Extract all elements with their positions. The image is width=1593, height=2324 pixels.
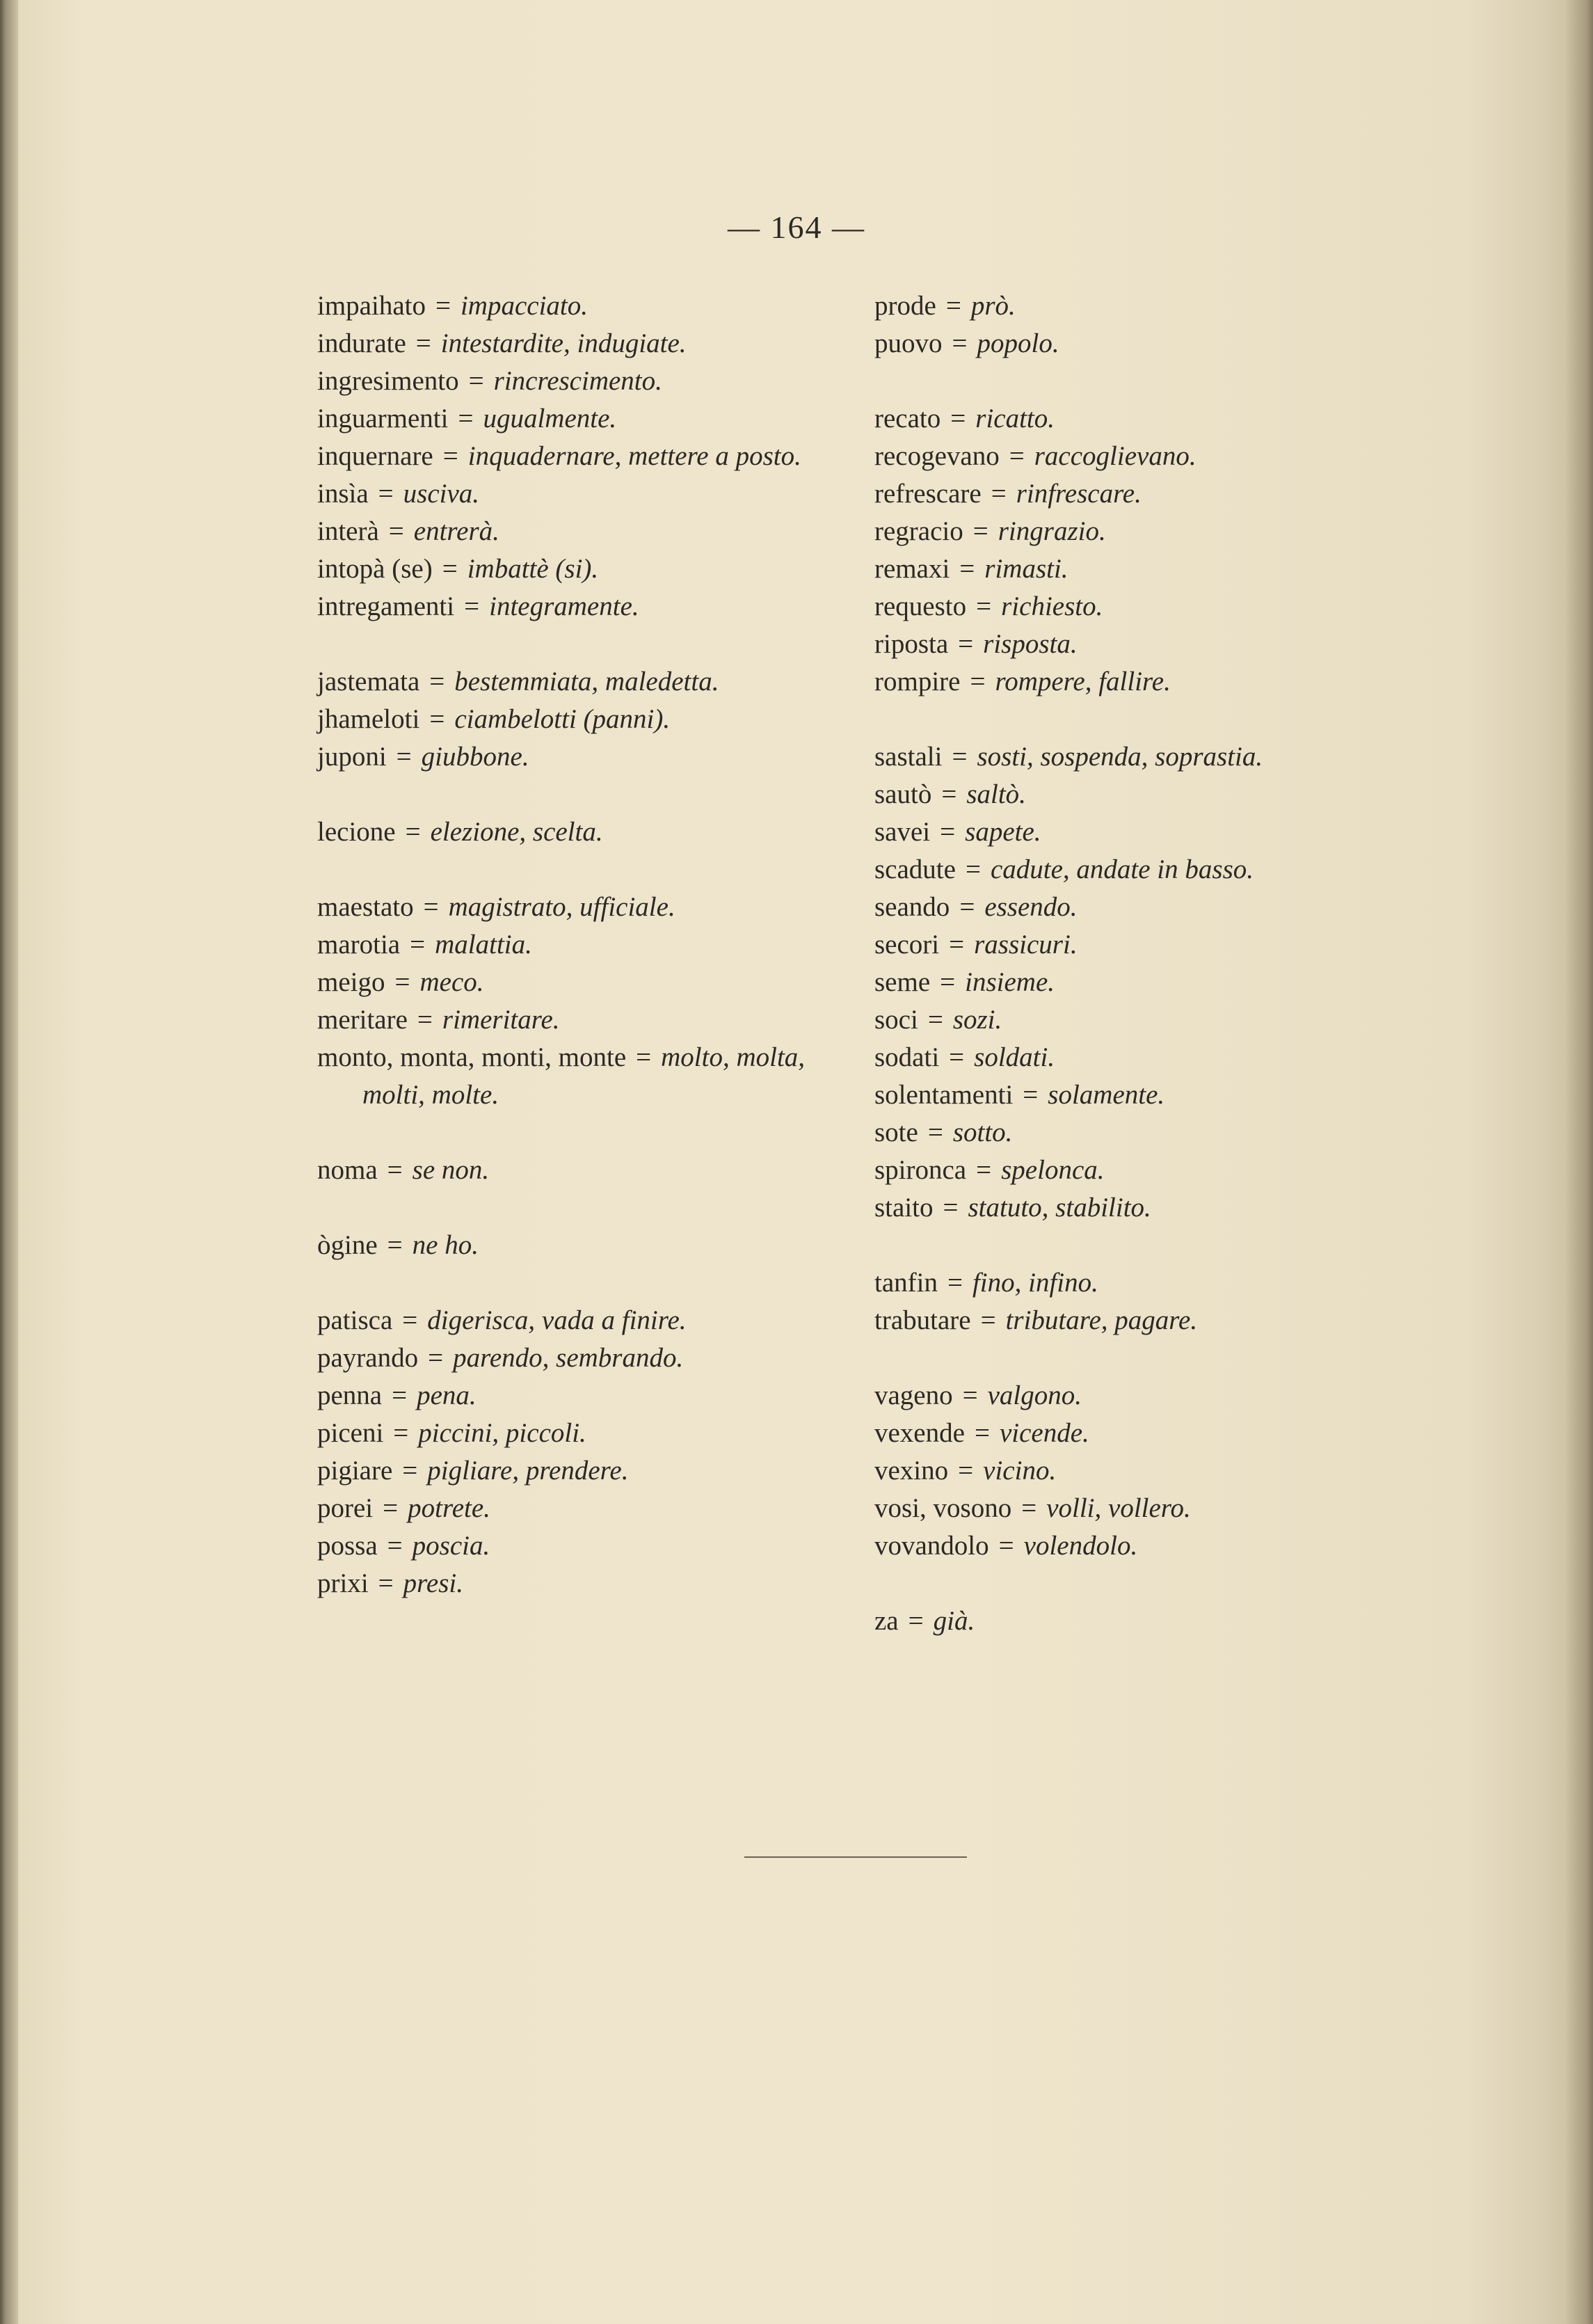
entry-term: sodati <box>874 1042 940 1072</box>
glossary-entry <box>317 701 846 738</box>
glossary-entry <box>874 1001 1403 1039</box>
entry-definition: pigliare, prendere. <box>427 1456 629 1486</box>
glossary-entry <box>317 1039 846 1114</box>
equals-sign: = <box>428 1343 444 1373</box>
entry-definition: malattia. <box>435 930 532 960</box>
entry-term: prode <box>874 291 936 321</box>
equals-sign: = <box>908 1606 924 1636</box>
page-edge <box>1565 0 1593 2324</box>
equals-sign: = <box>943 1193 959 1223</box>
equals-sign: = <box>468 366 484 396</box>
glossary-entry <box>317 588 846 626</box>
glossary-entry <box>317 1377 846 1415</box>
entry-term: pigiare <box>317 1456 393 1486</box>
equals-sign: = <box>402 1456 418 1486</box>
entry-definition: raccoglievano. <box>1034 441 1196 471</box>
entry-term: meritare <box>317 1005 408 1035</box>
entry-definition: presi. <box>403 1568 463 1598</box>
section-gap <box>874 1227 1403 1264</box>
entry-definition: entrerà. <box>413 516 499 546</box>
equals-sign: = <box>945 291 961 321</box>
entry-definition: spelonca. <box>1001 1155 1105 1185</box>
equals-sign: = <box>991 479 1007 509</box>
glossary-entry <box>317 550 846 588</box>
equals-sign: = <box>410 930 426 960</box>
equals-sign: = <box>378 479 394 509</box>
entry-definition: rassicuri. <box>974 930 1078 960</box>
equals-sign: = <box>423 892 439 922</box>
entry-definition: rompere, fallire. <box>995 667 1171 697</box>
equals-sign: = <box>429 704 445 734</box>
equals-sign: = <box>940 817 956 847</box>
glossary-entry <box>317 663 846 701</box>
entry-definition: già. <box>933 1606 975 1636</box>
entry-definition: se non. <box>412 1155 490 1185</box>
entry-definition: rimeritare. <box>442 1005 560 1035</box>
glossary-entry <box>874 1039 1403 1076</box>
glossary-entry <box>874 1152 1403 1189</box>
equals-sign: = <box>952 742 968 772</box>
equals-sign: = <box>415 328 431 358</box>
entry-term: solentamenti <box>874 1080 1014 1110</box>
glossary-entry <box>317 475 846 513</box>
entry-definition: prò. <box>970 291 1016 321</box>
equals-sign: = <box>442 441 458 471</box>
glossary-entry <box>317 1152 846 1189</box>
glossary-entry <box>317 1339 846 1377</box>
entry-definition: potrete. <box>408 1493 490 1523</box>
glossary-entry <box>317 1490 846 1527</box>
entry-term: interà <box>317 516 379 546</box>
entry-definition: digerisca, vada a finire. <box>427 1305 687 1335</box>
entry-term: patisca <box>317 1305 393 1335</box>
entry-term: inquernare <box>317 441 433 471</box>
entry-term: vexende <box>874 1418 965 1448</box>
equals-sign: = <box>464 591 480 621</box>
glossary-entry <box>874 550 1403 588</box>
entry-definition: ugualmente. <box>483 404 617 433</box>
entry-term: possa <box>317 1531 378 1561</box>
entry-definition: imbattè (si). <box>467 554 599 584</box>
entry-definition: statuto, stabilito. <box>968 1193 1151 1223</box>
entry-term: marotia <box>317 930 401 960</box>
entry-term: maestato <box>317 892 414 922</box>
equals-sign: = <box>940 967 956 997</box>
glossary-entry <box>874 588 1403 626</box>
glossary-column-left <box>317 287 846 1602</box>
equals-sign: = <box>976 591 992 621</box>
glossary-entry <box>317 287 846 325</box>
entry-definition: soldati. <box>974 1042 1055 1072</box>
entry-definition: ricatto. <box>975 404 1055 433</box>
entry-definition: inquadernare, mettere a posto. <box>467 441 801 471</box>
equals-sign: = <box>396 742 412 772</box>
glossary-entry <box>874 964 1403 1001</box>
section-gap <box>874 363 1403 400</box>
entry-definition: bestemmiata, maledetta. <box>454 667 719 697</box>
entry-definition: sosti, sospenda, soprastia. <box>977 742 1263 772</box>
glossary-entry <box>874 1602 1403 1640</box>
glossary-entry <box>874 1490 1403 1527</box>
equals-sign: = <box>958 629 974 659</box>
equals-sign: = <box>927 1117 943 1147</box>
entry-term: monto, monta, monti, monte <box>317 1042 627 1072</box>
entry-term: indurate <box>317 328 406 358</box>
book-binding <box>0 0 18 2324</box>
equals-sign: = <box>949 930 965 960</box>
glossary-entry <box>874 1264 1403 1302</box>
entry-term: piceni <box>317 1418 384 1448</box>
equals-sign: = <box>393 1418 409 1448</box>
glossary-entry <box>317 1415 846 1452</box>
glossary-entry <box>874 1076 1403 1114</box>
entry-term: recogevano <box>874 441 1000 471</box>
entry-definition: rimasti. <box>984 554 1068 584</box>
equals-sign: = <box>959 892 975 922</box>
section-gap <box>317 1114 846 1152</box>
glossary-entry <box>317 813 846 851</box>
section-gap <box>874 1339 1403 1377</box>
entry-term: trabutare <box>874 1305 971 1335</box>
entry-definition: usciva. <box>403 479 480 509</box>
entry-definition: rinfrescare. <box>1016 479 1142 509</box>
entry-term: secori <box>874 930 940 960</box>
section-gap <box>317 776 846 813</box>
entry-definition: popolo. <box>977 328 1059 358</box>
glossary-entry <box>317 1227 846 1264</box>
equals-sign: = <box>383 1493 399 1523</box>
equals-sign: = <box>392 1380 408 1410</box>
entry-definition: volli, vollero. <box>1046 1493 1191 1523</box>
entry-term: inguarmenti <box>317 404 449 433</box>
equals-sign: = <box>962 1380 978 1410</box>
entry-term: noma <box>317 1155 378 1185</box>
entry-definition: vicino. <box>983 1456 1057 1486</box>
equals-sign: = <box>974 1418 990 1448</box>
entry-term: sautò <box>874 779 932 809</box>
entry-definition: poscia. <box>412 1531 490 1561</box>
equals-sign: = <box>959 554 975 584</box>
entry-definition: vicende. <box>999 1418 1089 1448</box>
equals-sign: = <box>947 1268 963 1298</box>
section-gap <box>317 851 846 889</box>
equals-sign: = <box>378 1568 394 1598</box>
entry-term: seme <box>874 967 931 997</box>
entry-term: lecione <box>317 817 396 847</box>
entry-term: sote <box>874 1117 918 1147</box>
entry-definition: ne ho. <box>412 1230 479 1260</box>
equals-sign: = <box>970 667 986 697</box>
entry-term: seando <box>874 892 950 922</box>
glossary-column-right <box>874 287 1403 1640</box>
equals-sign: = <box>636 1042 652 1072</box>
glossary-entry <box>874 1527 1403 1565</box>
entry-definition: saltò. <box>966 779 1026 809</box>
entry-term: tanfin <box>874 1268 938 1298</box>
equals-sign: = <box>972 516 988 546</box>
glossary-entry <box>317 363 846 400</box>
entry-definition: giubbone. <box>421 742 529 772</box>
entry-term: ingresimento <box>317 366 459 396</box>
entry-term: porei <box>317 1493 374 1523</box>
entry-term: vovandolo <box>874 1531 989 1561</box>
glossary-entry <box>317 1527 846 1565</box>
equals-sign: = <box>435 291 451 321</box>
entry-term: rompire <box>874 667 961 697</box>
entry-term: regracio <box>874 516 963 546</box>
equals-sign: = <box>1023 1080 1039 1110</box>
equals-sign: = <box>387 1155 403 1185</box>
equals-sign: = <box>958 1456 974 1486</box>
entry-definition: solamente. <box>1048 1080 1165 1110</box>
equals-sign: = <box>429 667 445 697</box>
equals-sign: = <box>442 554 458 584</box>
entry-definition: piccini, piccoli. <box>418 1418 586 1448</box>
section-gap <box>874 1565 1403 1602</box>
equals-sign: = <box>1021 1493 1037 1523</box>
page-number: — 164 — <box>728 209 865 245</box>
entry-term: jhameloti <box>317 704 420 734</box>
section-gap <box>317 626 846 663</box>
entry-definition: pena. <box>417 1380 477 1410</box>
entry-term: intregamenti <box>317 591 455 621</box>
glossary-entry <box>874 663 1403 701</box>
entry-term: payrando <box>317 1343 419 1373</box>
equals-sign: = <box>405 817 421 847</box>
entry-definition: elezione, scelta. <box>430 817 603 847</box>
equals-sign: = <box>387 1230 403 1260</box>
entry-term: spironca <box>874 1155 967 1185</box>
section-gap <box>874 701 1403 738</box>
equals-sign: = <box>388 516 404 546</box>
entry-definition: tributare, pagare. <box>1005 1305 1198 1335</box>
equals-sign: = <box>458 404 474 433</box>
glossary-entry <box>874 400 1403 438</box>
entry-definition: essendo. <box>984 892 1078 922</box>
glossary-entry <box>317 513 846 550</box>
entry-term: insìa <box>317 479 369 509</box>
entry-term: vexino <box>874 1456 949 1486</box>
equals-sign: = <box>949 1042 965 1072</box>
entry-definition: integramente. <box>489 591 639 621</box>
entry-definition: meco. <box>419 967 484 997</box>
entry-term: sastali <box>874 742 943 772</box>
glossary-entry <box>874 1452 1403 1490</box>
entry-term: impaihato <box>317 291 426 321</box>
glossary-entry <box>874 438 1403 475</box>
entry-definition: sozi. <box>952 1005 1002 1035</box>
entry-definition: sapete. <box>965 817 1041 847</box>
entry-definition: risposta. <box>983 629 1078 659</box>
glossary-entry <box>874 738 1403 776</box>
entry-definition: sotto. <box>952 1117 1013 1147</box>
glossary-entry <box>317 889 846 926</box>
equals-sign: = <box>402 1305 418 1335</box>
glossary-entry <box>317 1452 846 1490</box>
entry-definition: magistrato, ufficiale. <box>448 892 675 922</box>
entry-term: juponi <box>317 742 387 772</box>
entry-definition: volendolo. <box>1023 1531 1138 1561</box>
glossary-entry <box>874 1114 1403 1152</box>
entry-definition: intestardite, indugiate. <box>440 328 687 358</box>
entry-term: ògine <box>317 1230 378 1260</box>
entry-term: intopà (se) <box>317 554 433 584</box>
glossary-entry <box>874 776 1403 813</box>
entry-definition: richiesto. <box>1001 591 1103 621</box>
entry-term: scadute <box>874 854 956 884</box>
entry-term: riposta <box>874 629 949 659</box>
entry-term: recato <box>874 404 941 433</box>
glossary-entry <box>874 1415 1403 1452</box>
equals-sign: = <box>976 1155 992 1185</box>
entry-term: puovo <box>874 328 943 358</box>
entry-definition: parendo, sembrando. <box>453 1343 684 1373</box>
equals-sign: = <box>998 1531 1014 1561</box>
equals-sign: = <box>417 1005 433 1035</box>
entry-definition: valgono. <box>987 1380 1082 1410</box>
end-rule-divider <box>744 1856 967 1858</box>
entry-term: za <box>874 1606 899 1636</box>
glossary-entry <box>874 475 1403 513</box>
entry-term: prixi <box>317 1568 369 1598</box>
entry-term: meigo <box>317 967 385 997</box>
equals-sign: = <box>980 1305 996 1335</box>
glossary-entry <box>874 626 1403 663</box>
glossary-entry <box>874 1189 1403 1227</box>
glossary-entry <box>874 325 1403 363</box>
entry-definition: insieme. <box>965 967 1055 997</box>
glossary-entry <box>317 1565 846 1602</box>
equals-sign: = <box>1009 441 1025 471</box>
equals-sign: = <box>387 1531 403 1561</box>
equals-sign: = <box>927 1005 943 1035</box>
glossary-entry <box>874 1302 1403 1339</box>
entry-term: remaxi <box>874 554 950 584</box>
glossary-entry <box>317 1001 846 1039</box>
entry-term: vosi, vosono <box>874 1493 1012 1523</box>
entry-definition: rincrescimento. <box>493 366 662 396</box>
section-gap <box>317 1189 846 1227</box>
glossary-entry <box>317 325 846 363</box>
equals-sign: = <box>941 779 957 809</box>
entry-term: vageno <box>874 1380 953 1410</box>
glossary-entry <box>317 964 846 1001</box>
entry-term: soci <box>874 1005 918 1035</box>
glossary-entry <box>317 926 846 964</box>
equals-sign: = <box>952 328 968 358</box>
equals-sign: = <box>394 967 410 997</box>
entry-term: refrescare <box>874 479 982 509</box>
entry-term: jastemata <box>317 667 420 697</box>
entry-definition: fino, infino. <box>972 1268 1098 1298</box>
glossary-entry <box>317 438 846 475</box>
entry-definition: ringrazio. <box>998 516 1106 546</box>
glossary-entry <box>317 738 846 776</box>
glossary-entry <box>874 851 1403 889</box>
glossary-entry <box>874 1377 1403 1415</box>
glossary-entry <box>874 813 1403 851</box>
entry-definition: cadute, andate in basso. <box>990 854 1254 884</box>
entry-definition: ciambelotti (panni). <box>454 704 671 734</box>
section-gap <box>317 1264 846 1302</box>
entry-term: requesto <box>874 591 967 621</box>
glossary-entry <box>874 513 1403 550</box>
glossary-entry <box>317 400 846 438</box>
equals-sign: = <box>950 404 966 433</box>
glossary-entry <box>317 1302 846 1339</box>
entry-term: staito <box>874 1193 934 1223</box>
glossary-entry <box>874 287 1403 325</box>
glossary-entry <box>874 926 1403 964</box>
entry-definition: impacciato. <box>460 291 589 321</box>
entry-term: penna <box>317 1380 383 1410</box>
entry-term: savei <box>874 817 931 847</box>
glossary-entry <box>874 889 1403 926</box>
entry-definition: molto, molta, molti, molte. <box>362 1042 806 1110</box>
equals-sign: = <box>965 854 981 884</box>
